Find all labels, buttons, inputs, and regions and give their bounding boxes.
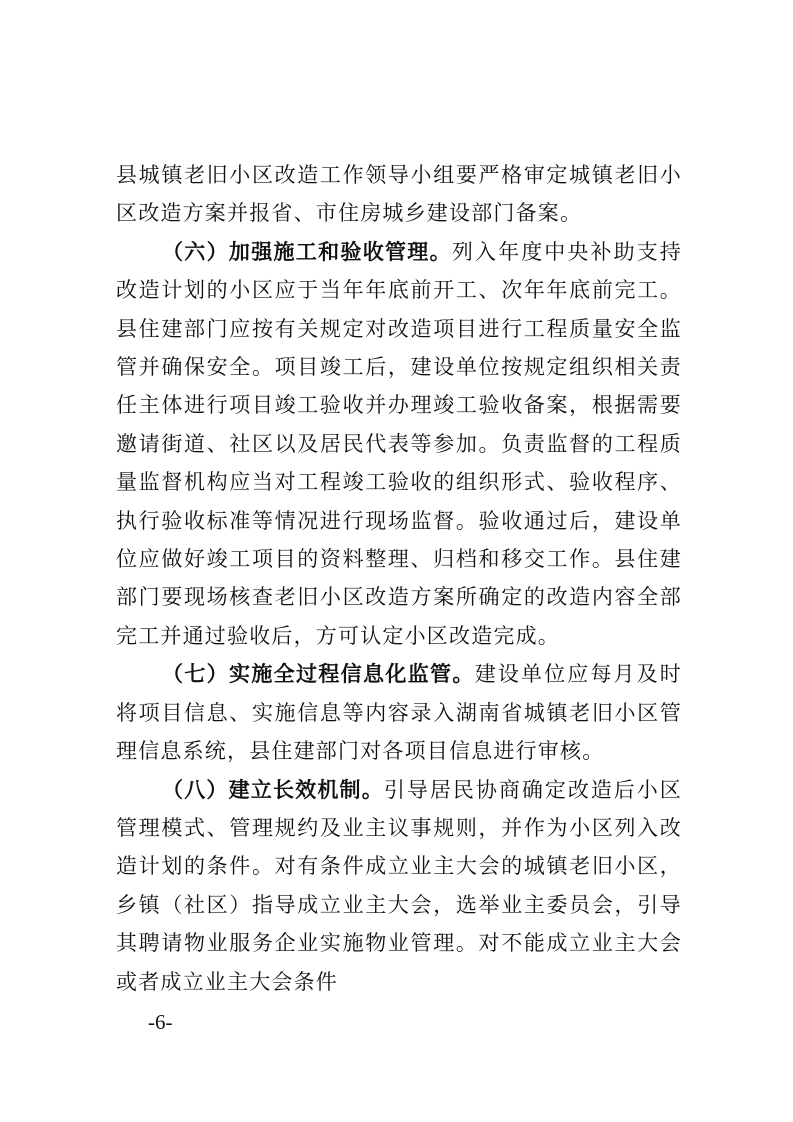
paragraph-long-term-mechanism	[116, 771, 682, 1001]
paragraph-text: 县城镇老旧小区改造工作领导小组要严格审定城镇老旧小区改造方案并报省、市住房城乡建设部门备案。	[116, 163, 682, 226]
paragraph-construction-acceptance	[116, 233, 682, 655]
page-number: -6-	[148, 1010, 173, 1034]
paragraph-text: 引导居民协商确定改造后小区管理模式、管理规约及业主议事规则，并作为小区列入改造计划的条件。对有条件成立业主大会的城镇老旧小区，乡镇（社区）指导成立业主大会，选举业主委员会，引导其聘请物业服务企业实施物业管理。对不能成立业主大会或者成立业主大会条件	[116, 777, 682, 994]
section-heading-7: （七）实施全过程信息化监管。	[162, 662, 475, 687]
paragraph-text: 建设单位应每月及时将项目信息、实施信息等内容录入湖南省城镇老旧小区管理信息系统，县住建部门对各项目信息进行审核。	[116, 662, 682, 764]
section-heading-6: （六）加强施工和验收管理。	[162, 239, 452, 264]
paragraph-information-supervision	[116, 655, 682, 770]
paragraph-continuation	[116, 156, 682, 233]
document-body	[116, 156, 682, 1001]
section-heading-8: （八）建立长效机制。	[162, 777, 384, 802]
paragraph-text: 列入年度中央补助支持改造计划的小区应于当年年底前开工、次年年底前完工。县住建部门应按有关规定对改造项目进行工程质量安全监管并确保安全。项目竣工后，建设单位按规定组织相关责任主体进行项目竣工验收并办理竣工验收备案，根据需要邀请街道、社区以及居民代表等参加。负责监督的工程质量监督机构应当对工程竣工验收的组织形式、验收程序、执行验收标准等情况进行现场监督。验收通过后，建设单位应做好竣工项目的资料整理、归档和移交工作。县住建部门要现场核查老旧小区改造方案所确定的改造内容全部完工并通过验收后，方可认定小区改造完成。	[116, 239, 683, 648]
